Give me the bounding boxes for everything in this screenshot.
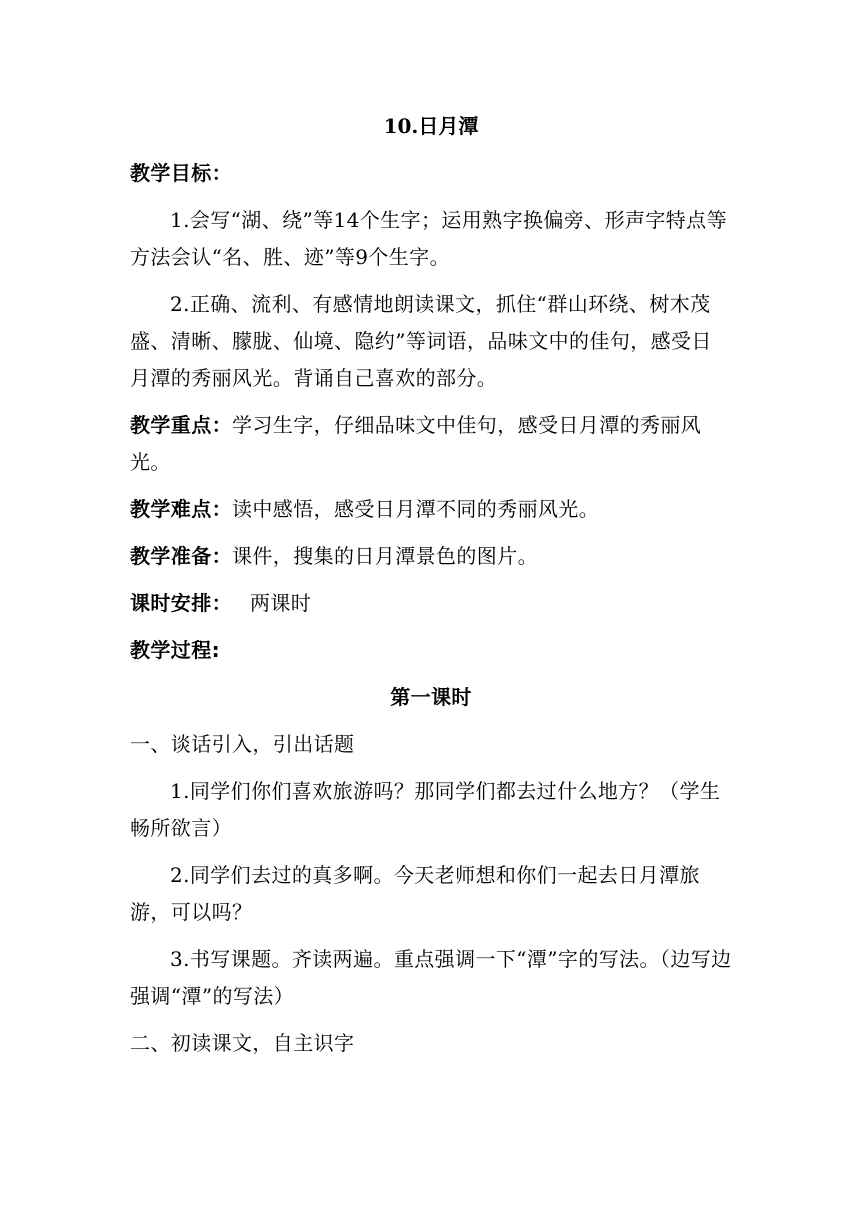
process-item-2: 2.同学们去过的真多啊。今天老师想和你们一起去日月潭旅游，可以吗？ bbox=[130, 863, 700, 924]
process-heading: 教学过程: bbox=[130, 638, 220, 662]
difficulty-text: 读中感悟，感受日月潭不同的秀丽风光。 bbox=[232, 497, 600, 521]
document-title: 10.日月潭 bbox=[383, 114, 479, 138]
part-2-heading: 二、初读课文，自主识字 bbox=[130, 1031, 355, 1055]
goal-item-1: 1.会写“湖、绕”等14个生字；运用熟字换偏旁、形声字特点等方法会认“名、胜、迹”等9个生字。 bbox=[130, 208, 727, 269]
schedule-label: 课时安排： bbox=[130, 591, 232, 615]
key-points-text: 学习生字，仔细品味文中佳句，感受日月潭的秀丽风光。 bbox=[130, 413, 702, 474]
key-points-label: 教学重点： bbox=[130, 413, 232, 437]
process-item-1: 1.同学们你们喜欢旅游吗？那同学们都去过什么地方？（学生畅所欲言） bbox=[130, 779, 721, 840]
difficulty-paragraph bbox=[130, 491, 732, 528]
part-1-heading: 一、谈话引入，引出话题 bbox=[130, 732, 355, 756]
preparation-paragraph bbox=[130, 538, 732, 575]
preparation-text: 课件，搜集的日月潭景色的图片。 bbox=[232, 544, 538, 568]
schedule-text: 两课时 bbox=[250, 591, 312, 615]
key-points-paragraph bbox=[130, 407, 732, 481]
lesson-heading: 第一课时 bbox=[390, 685, 472, 709]
document-page bbox=[130, 108, 732, 1072]
schedule-paragraph bbox=[130, 585, 732, 622]
difficulty-label: 教学难点： bbox=[130, 497, 232, 521]
preparation-label: 教学准备： bbox=[130, 544, 232, 568]
goal-item-2: 2.正确、流利、有感情地朗读课文，抓住“群山环绕、树木茂盛、清晰、朦胧、仙境、隐约”等词语，品味文中的佳句，感受日月潭的秀丽风光。背诵自己喜欢的部分。 bbox=[130, 292, 712, 390]
goals-heading: 教学目标： bbox=[130, 161, 232, 185]
process-item-3: 3.书写课题。齐读两遍。重点强调一下“潭”字的写法。（边写边强调“潭”的写法） bbox=[130, 947, 732, 1008]
